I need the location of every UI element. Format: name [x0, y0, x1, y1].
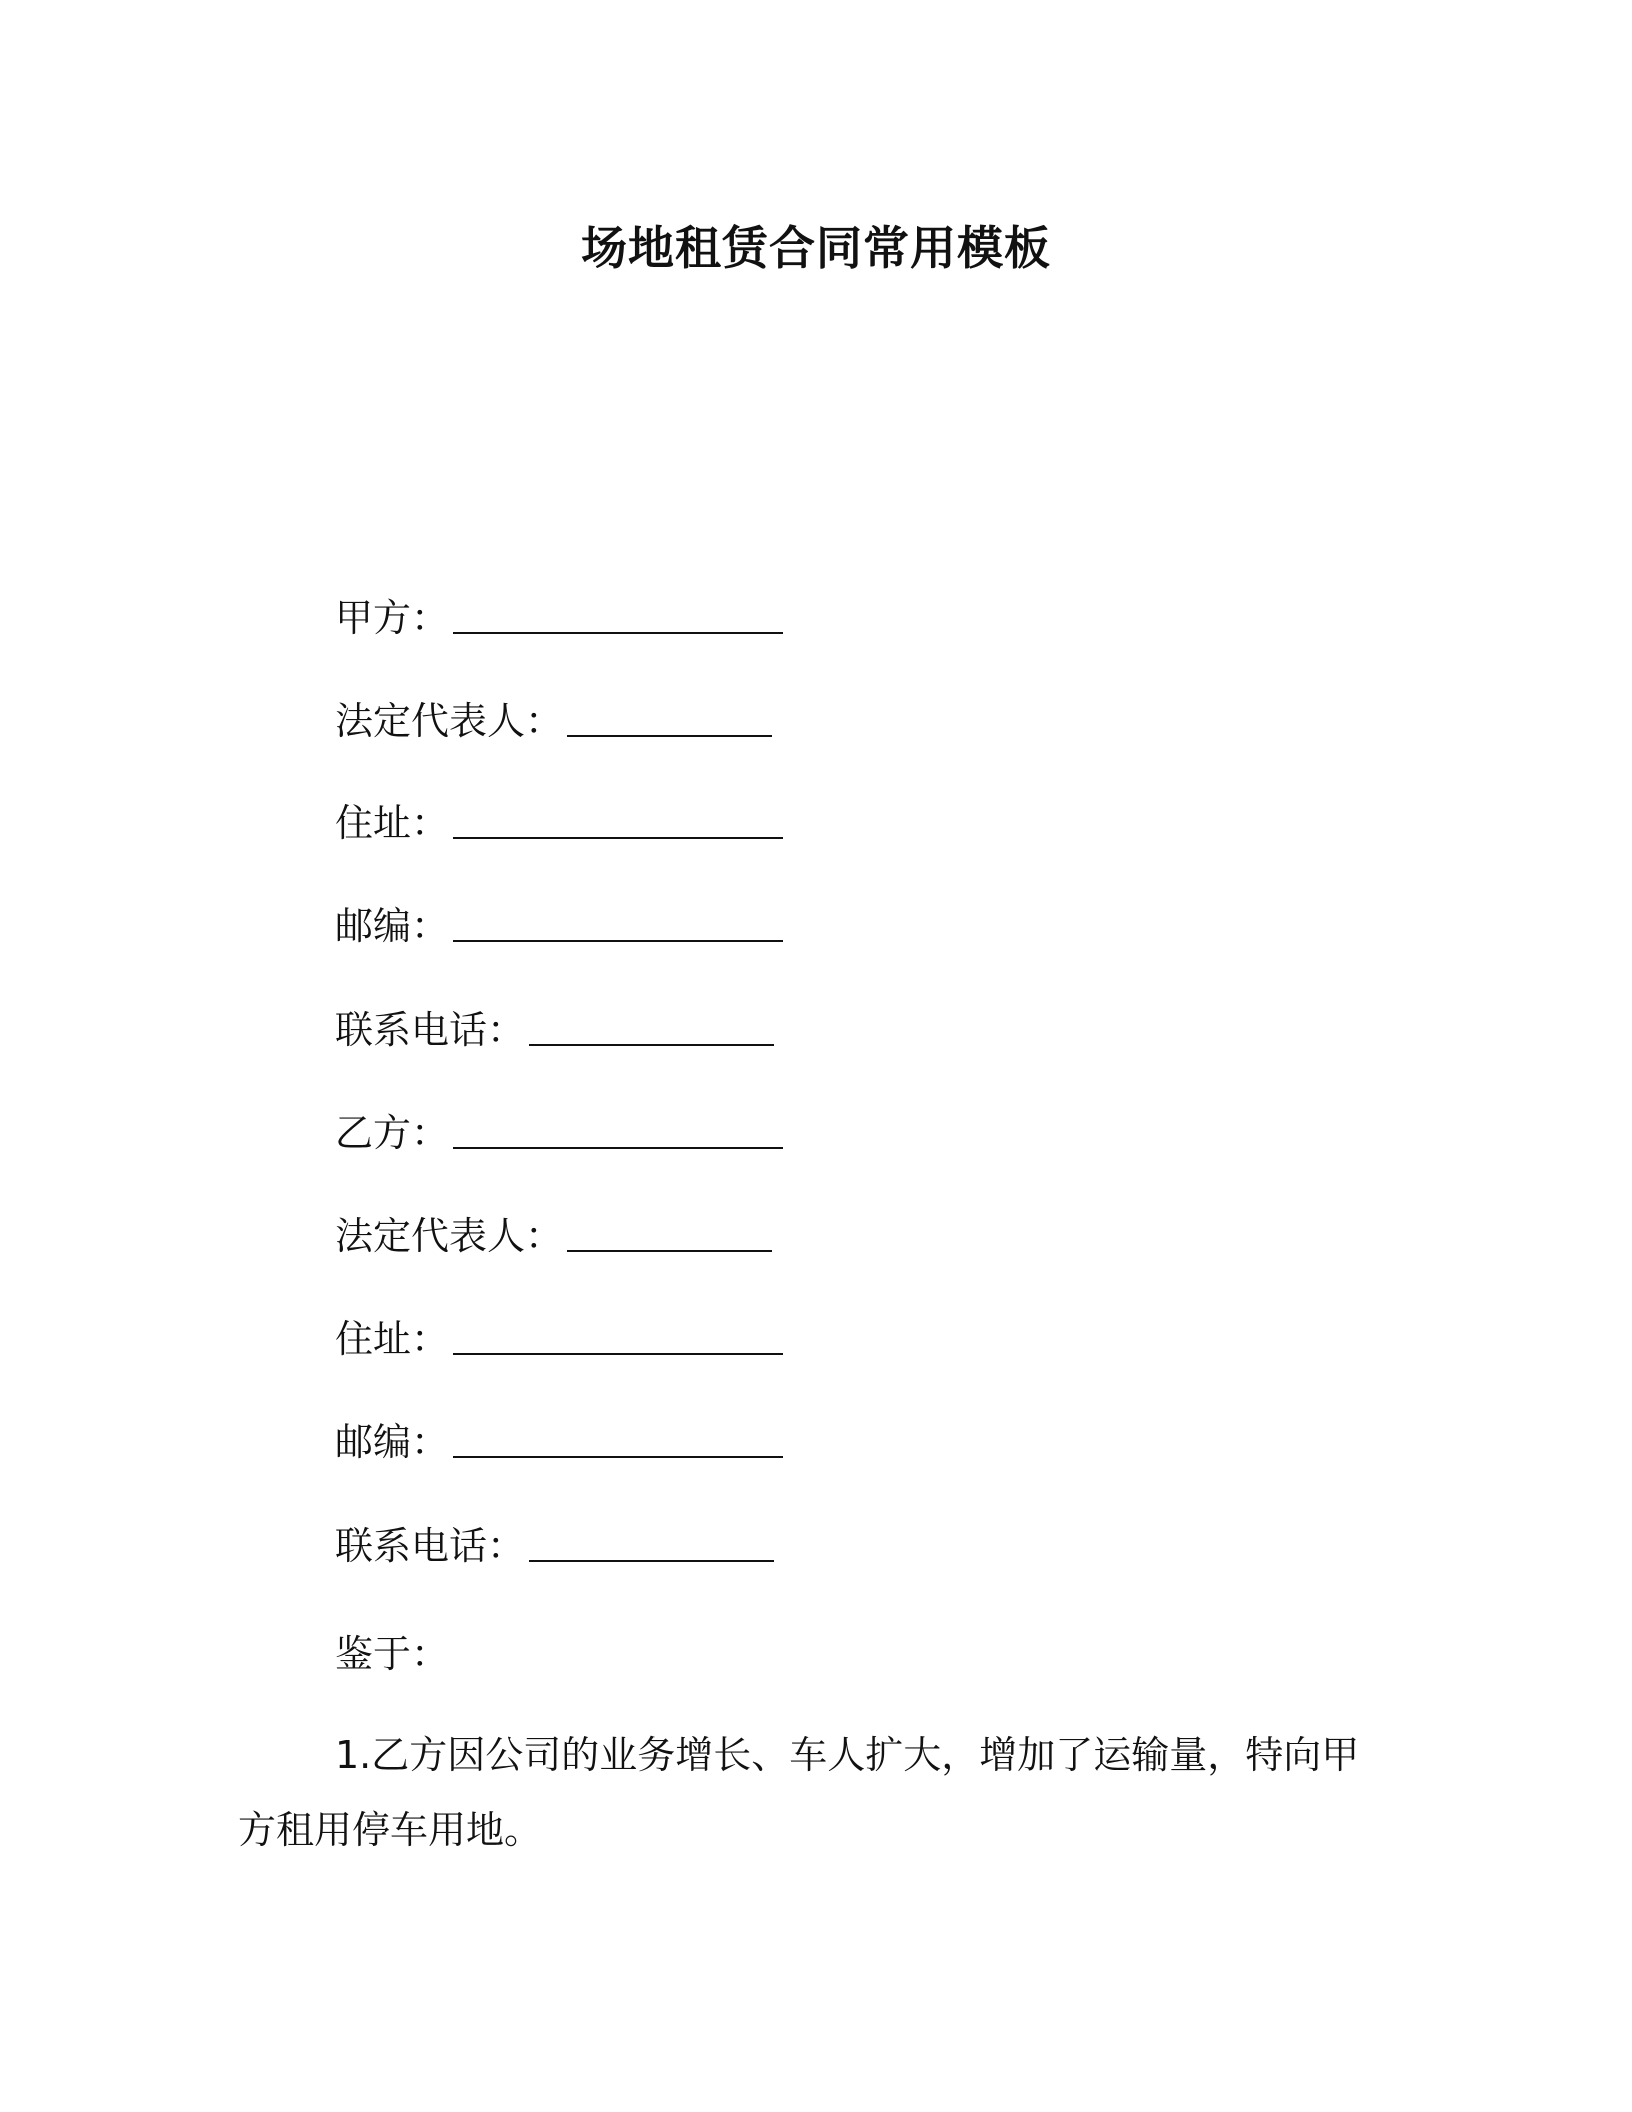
party-a-address-field: [335, 797, 783, 849]
party-a-address-blank[interactable]: [453, 797, 783, 839]
party-b-rep-field: [335, 1210, 772, 1262]
clause-1: 1.乙方因公司的业务增长、车人扩大，增加了运输量，特向甲方租用停车用地。: [238, 1733, 1360, 1852]
party-a-phone-blank[interactable]: [529, 1004, 774, 1046]
party-b-phone-field: [335, 1520, 774, 1572]
party-a-phone-field: [335, 1004, 774, 1056]
party-b-rep-blank[interactable]: [567, 1210, 772, 1252]
page-title: 场地租赁合同常用模板: [581, 221, 1051, 275]
party-b-postcode-label: 邮编：: [335, 1420, 450, 1464]
party-a-name-field: [335, 592, 783, 644]
party-a-rep-label: 法定代表人：: [335, 699, 564, 743]
party-a-name-blank[interactable]: [453, 592, 783, 634]
party-b-name-blank[interactable]: [453, 1107, 783, 1149]
party-b-address-blank[interactable]: [453, 1313, 783, 1355]
party-b-rep-label: 法定代表人：: [335, 1214, 564, 1258]
party-b-name-field: [335, 1107, 783, 1159]
party-b-postcode-field: [335, 1416, 783, 1468]
party-a-rep-field: [335, 695, 772, 747]
party-a-postcode-field: [335, 900, 783, 952]
party-a-phone-label: 联系电话：: [335, 1008, 526, 1052]
party-b-postcode-blank[interactable]: [453, 1416, 783, 1458]
whereas-label: 鉴于：: [335, 1632, 450, 1676]
party-b-phone-label: 联系电话：: [335, 1524, 526, 1568]
party-a-postcode-blank[interactable]: [453, 900, 783, 942]
party-b-address-field: [335, 1313, 783, 1365]
party-a-name-label: 甲方：: [335, 596, 450, 640]
party-b-name-label: 乙方：: [335, 1111, 450, 1155]
party-b-address-label: 住址：: [335, 1317, 450, 1361]
party-a-address-label: 住址：: [335, 801, 450, 845]
party-a-rep-blank[interactable]: [567, 695, 772, 737]
party-b-phone-blank[interactable]: [529, 1520, 774, 1562]
party-a-postcode-label: 邮编：: [335, 904, 450, 948]
